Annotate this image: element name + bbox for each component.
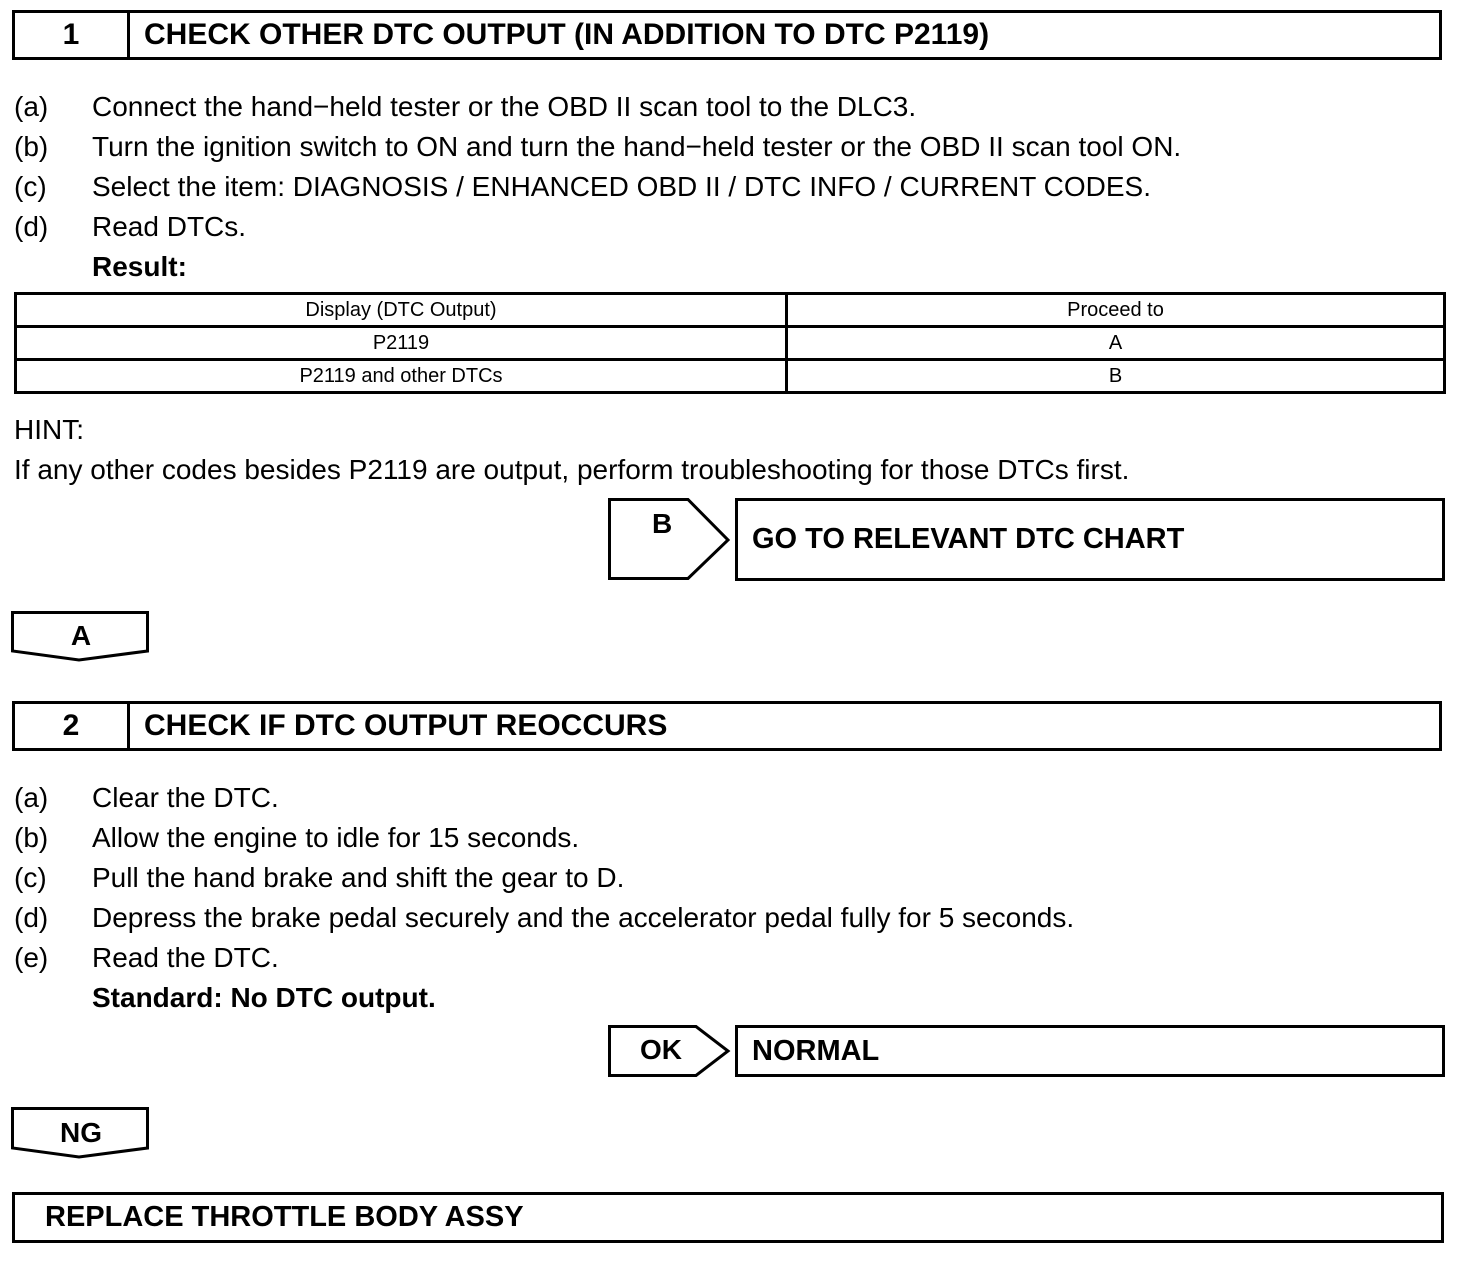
hint-text: If any other codes besides P2119 are output, perform troubleshooting for those DTCs first. <box>14 454 1130 485</box>
item-text: Connect the hand−held tester or the OBD II scan tool to the DLC3. <box>92 91 917 122</box>
branch-a-tag: A <box>70 620 92 651</box>
item-label: (c) <box>14 171 47 202</box>
item-text: Read DTCs. <box>92 211 247 242</box>
step-2-header <box>12 701 1442 751</box>
item-label: (a) <box>14 91 49 122</box>
item-label: (d) <box>14 211 49 242</box>
item-text: Pull the hand brake and shift the gear to D. <box>92 862 625 893</box>
item-label: (b) <box>14 822 49 853</box>
item-text: Depress the brake pedal securely and the accelerator pedal fully for 5 seconds. <box>92 902 1075 933</box>
step-1-number: 1 <box>15 13 130 57</box>
item-label: (a) <box>14 782 49 813</box>
item-label: (c) <box>14 862 47 893</box>
table-header-cell: Display (DTC Output) <box>16 294 787 327</box>
item-label: (e) <box>14 942 49 973</box>
step-2-number: 2 <box>15 704 130 748</box>
item-text: Turn the ignition switch to ON and turn the hand−held tester or the OBD II scan tool ON. <box>92 131 1182 162</box>
item-label: (d) <box>14 902 49 933</box>
table-cell: P2119 <box>16 327 787 360</box>
step-1-header <box>12 10 1442 60</box>
branch-ok-tag: OK <box>640 1034 682 1065</box>
hint-label: HINT: <box>14 414 84 445</box>
table-cell: A <box>787 327 1445 360</box>
table-row <box>16 327 1445 360</box>
step-2-title: CHECK IF DTC OUTPUT REOCCURS <box>144 709 668 742</box>
step-1-title: CHECK OTHER DTC OUTPUT (IN ADDITION TO DTC P2119) <box>144 18 990 51</box>
result-label: Result: <box>92 251 187 282</box>
final-action-box: REPLACE THROTTLE BODY ASSY <box>12 1192 1444 1243</box>
table-row <box>16 360 1445 393</box>
table-cell: B <box>787 360 1445 393</box>
branch-b-result: GO TO RELEVANT DTC CHART <box>735 498 1445 581</box>
standard-text: Standard: No DTC output. <box>92 982 436 1013</box>
branch-ng-tag: NG <box>60 1117 102 1148</box>
branch-b-tag: B <box>652 508 673 539</box>
table-header-row <box>16 294 1445 327</box>
item-text: Select the item: DIAGNOSIS / ENHANCED OBD II / DTC INFO / CURRENT CODES. <box>92 171 1151 202</box>
item-label: (b) <box>14 131 49 162</box>
table-cell: P2119 and other DTCs <box>16 360 787 393</box>
table-header-cell: Proceed to <box>787 294 1445 327</box>
item-text: Allow the engine to idle for 15 seconds. <box>92 822 580 853</box>
branch-ok-result: NORMAL <box>735 1025 1445 1077</box>
item-text: Read the DTC. <box>92 942 279 973</box>
item-text: Clear the DTC. <box>92 782 279 813</box>
result-table <box>14 292 1446 394</box>
